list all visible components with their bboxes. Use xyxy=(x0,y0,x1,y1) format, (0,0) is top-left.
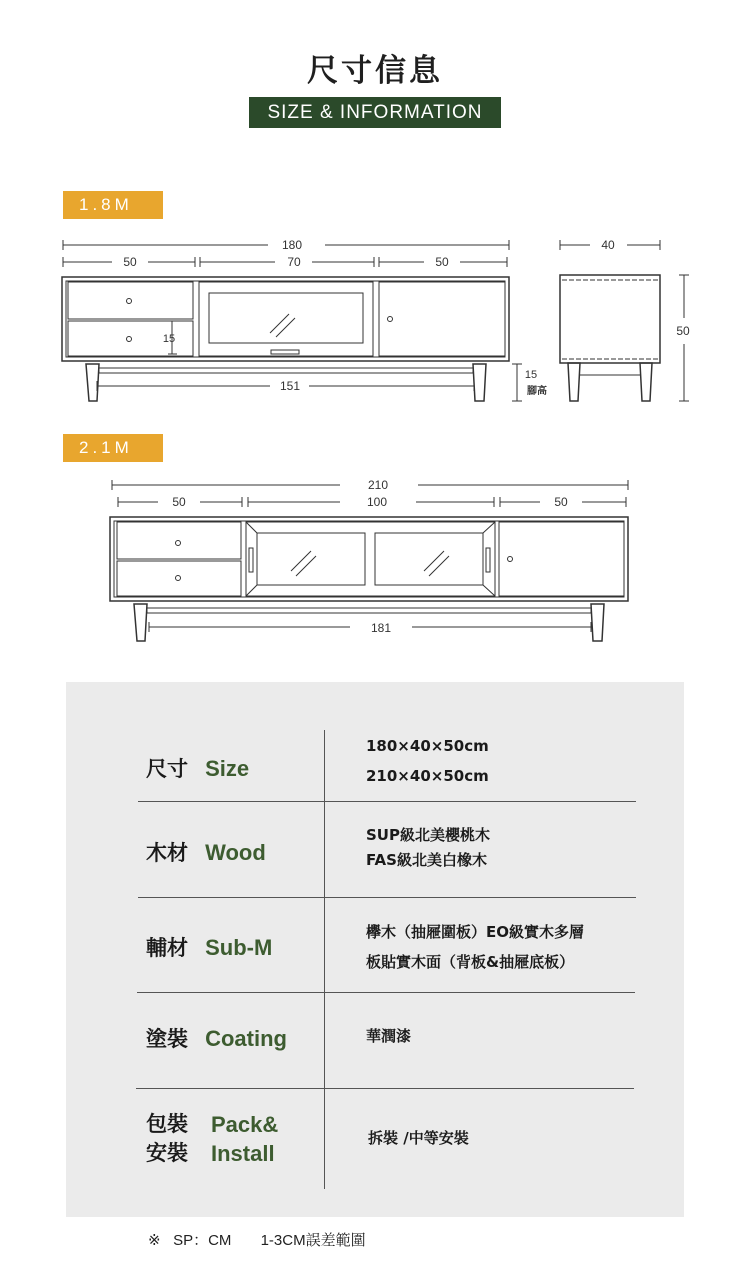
spec-label-en: Sub-M xyxy=(205,935,273,960)
dim-height-18: 50 xyxy=(676,324,690,338)
spec-value-line: 210×40×50cm xyxy=(366,767,489,785)
dim-mid-18: 70 xyxy=(287,255,301,269)
leg-height-label: 腳高 xyxy=(527,386,547,397)
spec-value-line: 拆裝 /中等安裝 xyxy=(368,1129,469,1147)
spec-row-size xyxy=(146,753,249,783)
spec-value-line: SUP級北美櫻桃木 xyxy=(366,826,490,844)
spec-row-coating xyxy=(146,1023,287,1053)
spec-label-en: Wood xyxy=(205,840,266,865)
spec-value-subm xyxy=(366,917,584,977)
drawing-180 xyxy=(0,230,750,410)
spec-value-line: FAS級北美白橡木 xyxy=(366,851,487,869)
drawing-210 xyxy=(0,470,750,650)
dim-leg-span-21: 181 xyxy=(370,621,392,635)
spec-value-line: 華潤漆 xyxy=(366,1027,412,1045)
spec-row-subm xyxy=(146,932,272,962)
spec-divider xyxy=(137,992,635,993)
page-title: 尺寸信息 xyxy=(307,53,443,89)
dim-mid-21: 100 xyxy=(366,495,388,509)
spec-label-zh: 尺寸 xyxy=(146,757,188,781)
spec-value-line: 板貼實木面（背板&抽屜底板） xyxy=(366,953,575,971)
dim-depth-18: 40 xyxy=(601,238,615,252)
spec-label-zh: 包裝 安裝 xyxy=(146,1112,188,1165)
spec-divider xyxy=(138,897,636,898)
dim-left-21: 50 xyxy=(172,495,186,509)
spec-label-en: Pack& Install xyxy=(211,1112,279,1166)
spec-value-size xyxy=(366,731,489,791)
spec-value-line: 180×40×50cm xyxy=(366,737,489,755)
dim-left-18: 50 xyxy=(123,255,137,269)
dim-total-21: 210 xyxy=(367,478,389,492)
dim-total-18: 180 xyxy=(281,238,303,252)
spec-label-en: Size xyxy=(205,756,250,781)
size-tag-21: 2.1M xyxy=(63,434,163,462)
spec-label-zh: 木材 xyxy=(146,841,188,865)
spec-value-wood xyxy=(366,823,490,873)
spec-row-wood xyxy=(146,837,266,867)
spec-label-en: Coating xyxy=(205,1026,287,1051)
spec-label-zh: 塗裝 xyxy=(146,1027,188,1051)
spec-value-pack xyxy=(368,1123,469,1153)
dim-right-21: 50 xyxy=(554,495,568,509)
spec-divider xyxy=(136,1088,634,1089)
spec-value-coating xyxy=(366,1021,411,1051)
dim-right-18: 50 xyxy=(435,255,449,269)
spec-divider xyxy=(138,801,636,802)
footnote: ※ SP：CM 1-3CM誤差範圍 xyxy=(148,1232,366,1249)
page-subtitle-banner: SIZE & INFORMATION xyxy=(249,97,501,128)
dim-drawer-gap-18: 15 xyxy=(162,333,176,345)
spec-value-line: 欅木（抽屜圍板）EO級實木多層 xyxy=(366,923,584,941)
spec-divider-vertical xyxy=(324,730,325,1189)
spec-label-zh: 輔材 xyxy=(146,936,188,960)
dim-leg-span-18: 151 xyxy=(279,379,301,393)
size-tag-18: 1.8M xyxy=(63,191,163,219)
dim-leg-height-18: 15 xyxy=(524,369,538,381)
